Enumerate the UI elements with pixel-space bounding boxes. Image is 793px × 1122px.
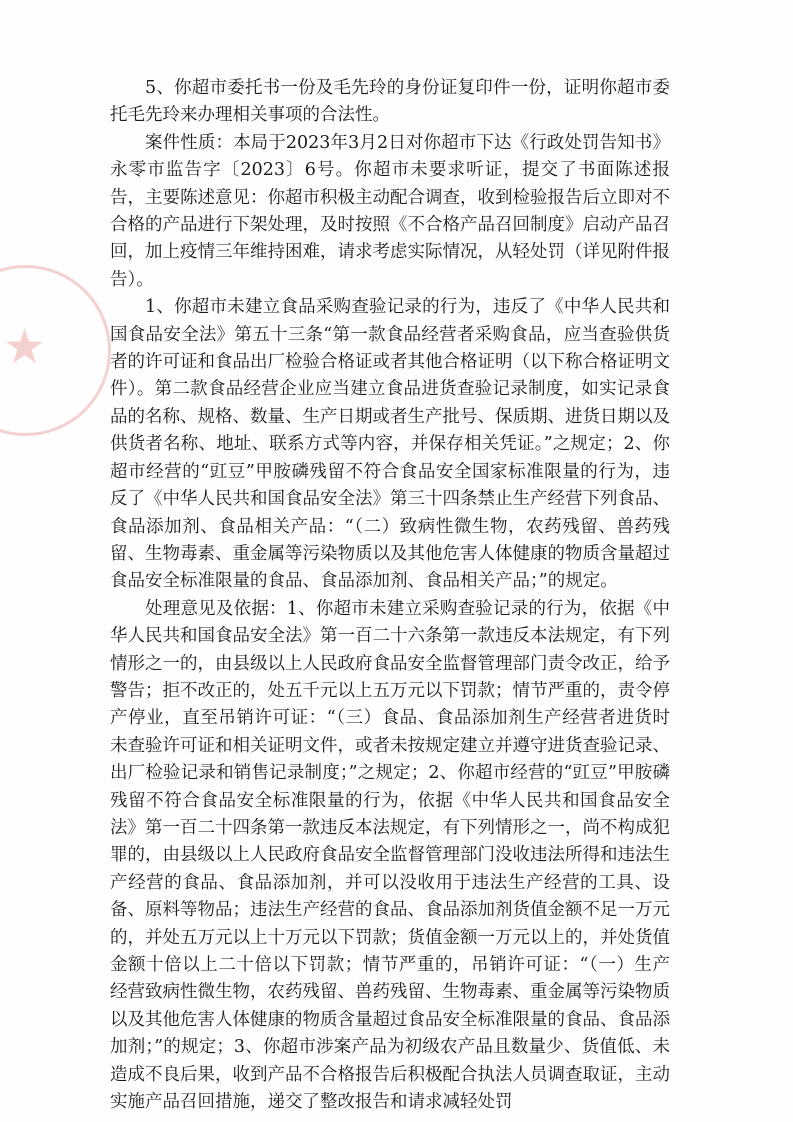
document-body [110, 75, 670, 1116]
official-seal [0, 265, 111, 436]
paragraph-case-nature: 案件性质：本局于2023年3月2日对你超市下达《行政处罚告知书》永零市监告字〔2023〕6号。你超市未要求听证，提交了书面陈述报告，主要陈述意见：你超市积极主动配合调查，收到检验报告后立即对不合格的产品进行下架处理，及时按照《不合格产品召回制度》启动产品召回，加上疫情三年维持困难，请求考虑实际情况，从轻处罚（详见附件报告）。 [110, 132, 670, 290]
paragraph-entrust: 5、你超市委托书一份及毛先玲的身份证复印件一份，证明你超市委托毛先玲来办理相关事项的合法性。 [110, 78, 670, 126]
paragraph-violations: 1、你超市未建立食品采购查验记录的行为，违反了《中华人民共和国食品安全法》第五十三条“第一款食品经营者采购食品，应当查验供货者的许可证和食品出厂检验合格证或者其他合格证明（以下称合格证明文件）。第二款食品经营企业应当建立食品进货查验记录制度，如实记录食品的名称、规格、数量、生产日期或者生产批号、保质期、进货日期以及供货者名称、地址、联系方式等内容，并保存相关凭证。”之规定；2、你超市经营的“豇豆”甲胺磷残留不符合食品安全国家标准限量的行为，违反了《中华人民共和国食品安全法》第三十四条禁止生产经营下列食品、食品添加剂、食品相关产品：“（二）致病性微生物，农药残留、兽药残留、生物毒素、重金属等污染物质以及其他危害人体健康的物质含量超过食品安全标准限量的食品、食品添加剂、食品相关产品；”的规定。 [110, 297, 670, 592]
star-icon: ★ [3, 319, 47, 375]
paragraph-handling-basis: 处理意见及依据：1、你超市未建立采购查验记录的行为，依据《中华人民共和国食品安全法》第一百二十六条第一款违反本法规定，有下列情形之一的，由县级以上人民政府食品安全监督管理部门责令改正，给予警告；拒不改正的，处五千元以上五万元以下罚款；情节严重的，责令停产停业，直至吊销许可证：“（三）食品、食品添加剂生产经营者进货时未查验许可证和相关证明文件，或者未按规定建立并遵守进货查验记录、出厂检验记录和销售记录制度；”之规定；2、你超市经营的“豇豆”甲胺磷残留不符合食品安全标准限量的行为，依据《中华人民共和国食品安全法》第一百二十四条第一款违反本法规定，有下列情形之一，尚不构成犯罪的，由县级以上人民政府食品安全监督管理部门没收违法所得和违法生产经营的食品、食品添加剂，并可以没收用于违法生产经营的工具、设备、原料等物品；违法生产经营的食品、食品添加剂货值金额不足一万元的，并处五万元以上十万元以下罚款；货值金额一万元以上的，并处货值金额十倍以上二十倍以下罚款；情节严重的，吊销许可证：“（一）生产经营致病性微生物，农药残留、兽药残留、生物毒素、重金属等污染物质以及其他危害人体健康的物质含量超过食品安全标准限量的食品、食品添加剂；”的规定；3、你超市涉案产品为初级农产品且数量少、货值低、未造成不良后果，收到产品不合格报告后积极配合执法人员调查取证，主动实施产品召回措施，递交了整改报告和请求减轻处罚 [110, 598, 670, 1113]
